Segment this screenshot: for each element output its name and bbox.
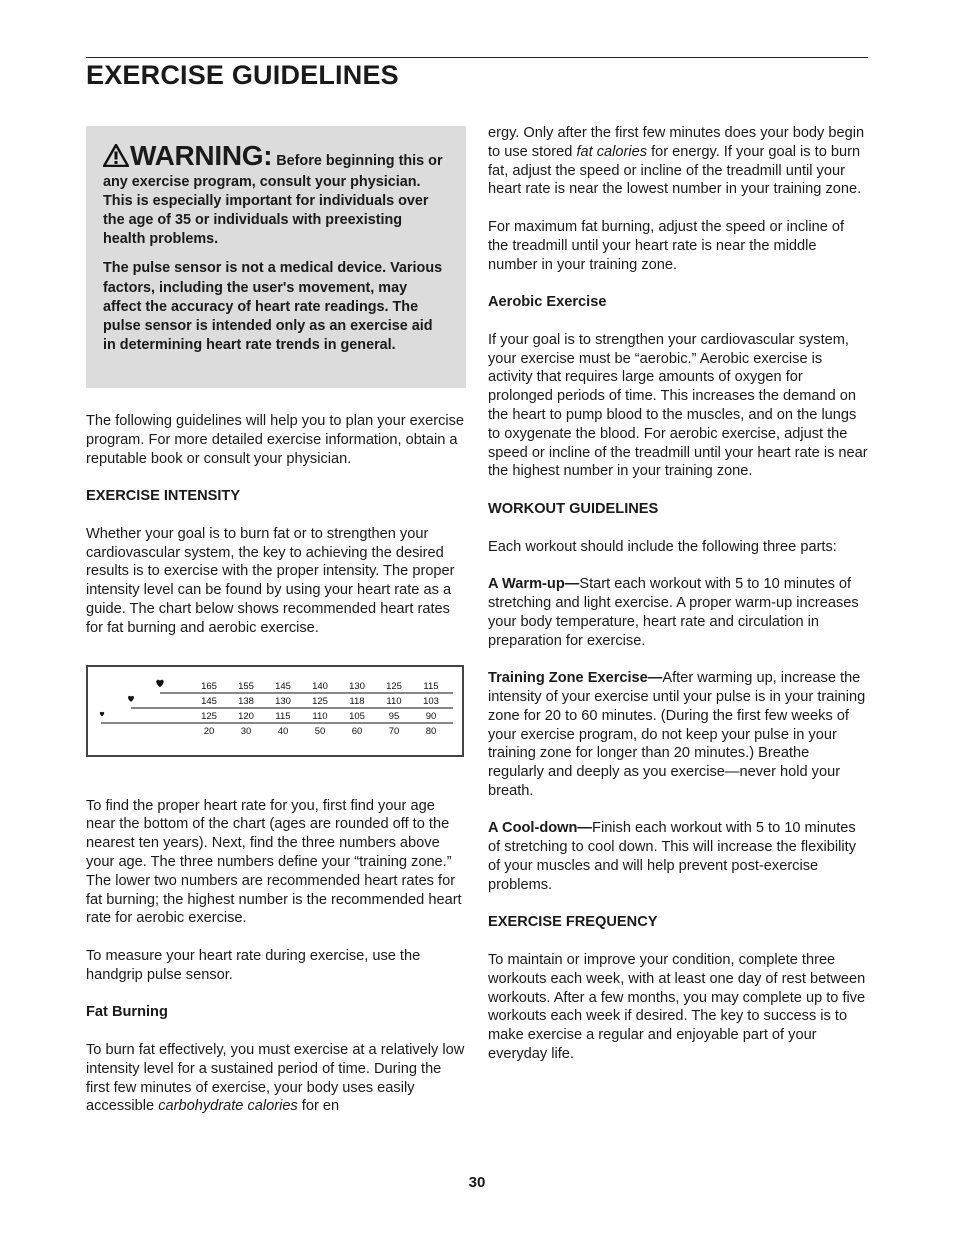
chart-value-cell: 95: [388, 710, 400, 722]
warm-up-paragraph: [488, 575, 868, 650]
chart-value-cell: 125: [201, 710, 217, 722]
warning-paragraph-1: [103, 140, 448, 249]
warning-text-1: Before beginning this or any exercise program, consult your physician. This is especially important for individuals over the age of 35 or individuals with preexisting health problems.: [103, 153, 443, 248]
fat-burning-text-a: To burn fat effectively, you must exercise at a relatively low intensity level for a sustained period of time. During the first few minutes of exercise, your body uses easily accessible: [86, 1041, 465, 1115]
aerobic-exercise-heading: Aerobic Exercise: [488, 294, 607, 311]
warning-paragraph-2: The pulse sensor is not a medical device. Various factors, including the user's movement, may affect the accuracy of heart rate readings. The pulse sensor is intended only as an exercise aid in determining heart rate trends in general.: [103, 260, 443, 353]
chart-age-label: 70: [388, 725, 400, 737]
chart-value-cell: 90: [425, 710, 437, 722]
chart-value-cell: 118: [349, 695, 365, 707]
page-title: EXERCISE GUIDELINES: [86, 60, 399, 90]
warm-up-text: Start each workout with 5 to 10 minutes of stretching and light exercise. A proper warm-up increases your body temperature, heart rate and circulation in preparation for exercise.: [488, 576, 859, 649]
chart-value-cell: 115: [423, 680, 439, 692]
exercise-intensity-paragraph: Whether your goal is to burn fat or to strengthen your cardiovascular system, the key to achieving the desired results is to exercise with the proper intensity. The proper intensity level can be found by using your heart rate as a guide. The chart below shows recommended heart rates for fat burning and aerobic exercise.: [86, 525, 455, 636]
chart-age-label: 30: [240, 725, 252, 737]
chart-age-label: 50: [314, 725, 326, 737]
heart-icon-large: [156, 679, 163, 686]
warm-up-label: A Warm-up—: [488, 576, 580, 593]
cool-down-paragraph: [488, 819, 868, 894]
warning-box: [86, 126, 466, 388]
top-rule: [86, 57, 868, 58]
aerobic-exercise-paragraph: If your goal is to strengthen your cardiovascular system, your exercise must be “aerobic.” Aerobic exercise is activity that requires large amounts of oxygen for prolonged periods of time. This increases the demand on the heart to pump blood to the muscles, and on the lungs to oxygenate the blood. For aerobic exercise, adjust the speed or incline of the treadmill until your heart rate is near the highest number in your training zone.: [488, 331, 868, 480]
chart-value-cell: 125: [386, 680, 402, 692]
chart-age-label: 80: [425, 725, 437, 737]
chart-age-label: 40: [277, 725, 289, 737]
chart-value-cell: 130: [349, 680, 365, 692]
left-column: [86, 126, 466, 1135]
workout-guidelines-heading: WORKOUT GUIDELINES: [488, 500, 659, 517]
find-heart-rate-paragraph: To find the proper heart rate for you, first find your age near the bottom of the chart (ages are rounded off to the nearest ten years). Next, find the three numbers above your age. The three numbers define your “training zone.” The lower two numbers are recommended heart rates for fat burning; the highest number is the recommended heart rate for aerobic exercise.: [86, 797, 462, 927]
measure-heart-rate-paragraph: To measure your heart rate during exercise, use the handgrip pulse sensor.: [86, 947, 421, 983]
heart-icon-medium: [128, 695, 134, 701]
chart-value-cell: 138: [238, 695, 254, 707]
exercise-frequency-heading: EXERCISE FREQUENCY: [488, 914, 658, 931]
fat-burning-paragraph: [86, 1041, 466, 1116]
cool-down-label: A Cool-down—: [488, 820, 593, 837]
heart-rate-chart: [86, 665, 464, 757]
chart-value-cell: 165: [201, 680, 217, 692]
cool-down-text: Finish each workout with 5 to 10 minutes of stretching to cool down. This will increase the flexibility of your muscles and will help prevent post-exercise problems.: [488, 820, 856, 893]
chart-age-label: 20: [203, 725, 215, 737]
fat-burning-heading: Fat Burning: [86, 1004, 168, 1021]
chart-value-cell: 103: [423, 695, 439, 707]
intro-paragraph: The following guidelines will help you to plan your exercise program. For more detailed exercise information, obtain a reputable book or consult your physician.: [86, 413, 465, 467]
chart-value-cell: 155: [238, 680, 254, 692]
training-zone-paragraph: [488, 669, 868, 801]
page-number: 30: [468, 1174, 486, 1191]
chart-age-label: 60: [351, 725, 363, 737]
workout-intro-paragraph: Each workout should include the following three parts:: [488, 538, 837, 555]
exercise-frequency-paragraph: To maintain or improve your condition, complete three workouts each week, with at least one day of rest between workouts. After a few months, you may complete up to five workouts each week if desired. The key to success is to make exercise a regular and enjoyable part of your everyday life.: [488, 952, 866, 1063]
chart-value-cell: 110: [312, 710, 328, 722]
continued-emphasis: fat calories: [576, 143, 648, 160]
chart-value-cell: 145: [201, 695, 217, 707]
continued-text-b: for energy. If your goal is to burn fat, adjust the speed or incline of the treadmill until your heart rate is near the lowest number in your training zone.: [488, 143, 862, 198]
chart-value-cell: 115: [275, 710, 291, 722]
chart-value-cell: 120: [238, 710, 254, 722]
chart-value-cell: 125: [312, 695, 328, 707]
chart-value-cell: 130: [275, 695, 291, 707]
right-column: [488, 124, 868, 1083]
chart-value-cell: 140: [312, 680, 328, 692]
exercise-intensity-heading: EXERCISE INTENSITY: [86, 488, 241, 505]
fat-burning-emphasis: carbohydrate calories: [158, 1098, 298, 1115]
chart-value-cell: 105: [349, 710, 365, 722]
heart-rate-chart-svg: [88, 667, 462, 755]
training-zone-label: Training Zone Exercise—: [488, 670, 663, 687]
chart-value-cell: 145: [275, 680, 291, 692]
fat-burning-continued-paragraph: [488, 124, 868, 199]
warning-heading: WARNING:: [130, 140, 273, 171]
training-zone-text: After warming up, increase the intensity of your exercise until your pulse is in your training zone for 20 to 60 minutes. (During the first few weeks of your exercise program, do not keep your pulse in your training zone for longer than 20 minutes.) Breathe regularly and deeply as you exercise—never hold your breath.: [488, 670, 866, 799]
heart-icon-small: [100, 711, 104, 715]
continued-text-a: ergy. Only after the first few minutes does your body begin to use stored: [488, 125, 865, 160]
max-fat-burning-paragraph: For maximum fat burning, adjust the speed or incline of the treadmill until your heart rate is near the middle number in your training zone.: [488, 218, 845, 273]
fat-burning-text-b: for en: [297, 1098, 340, 1115]
chart-value-cell: 110: [386, 695, 402, 707]
warning-triangle-icon: [103, 144, 129, 173]
